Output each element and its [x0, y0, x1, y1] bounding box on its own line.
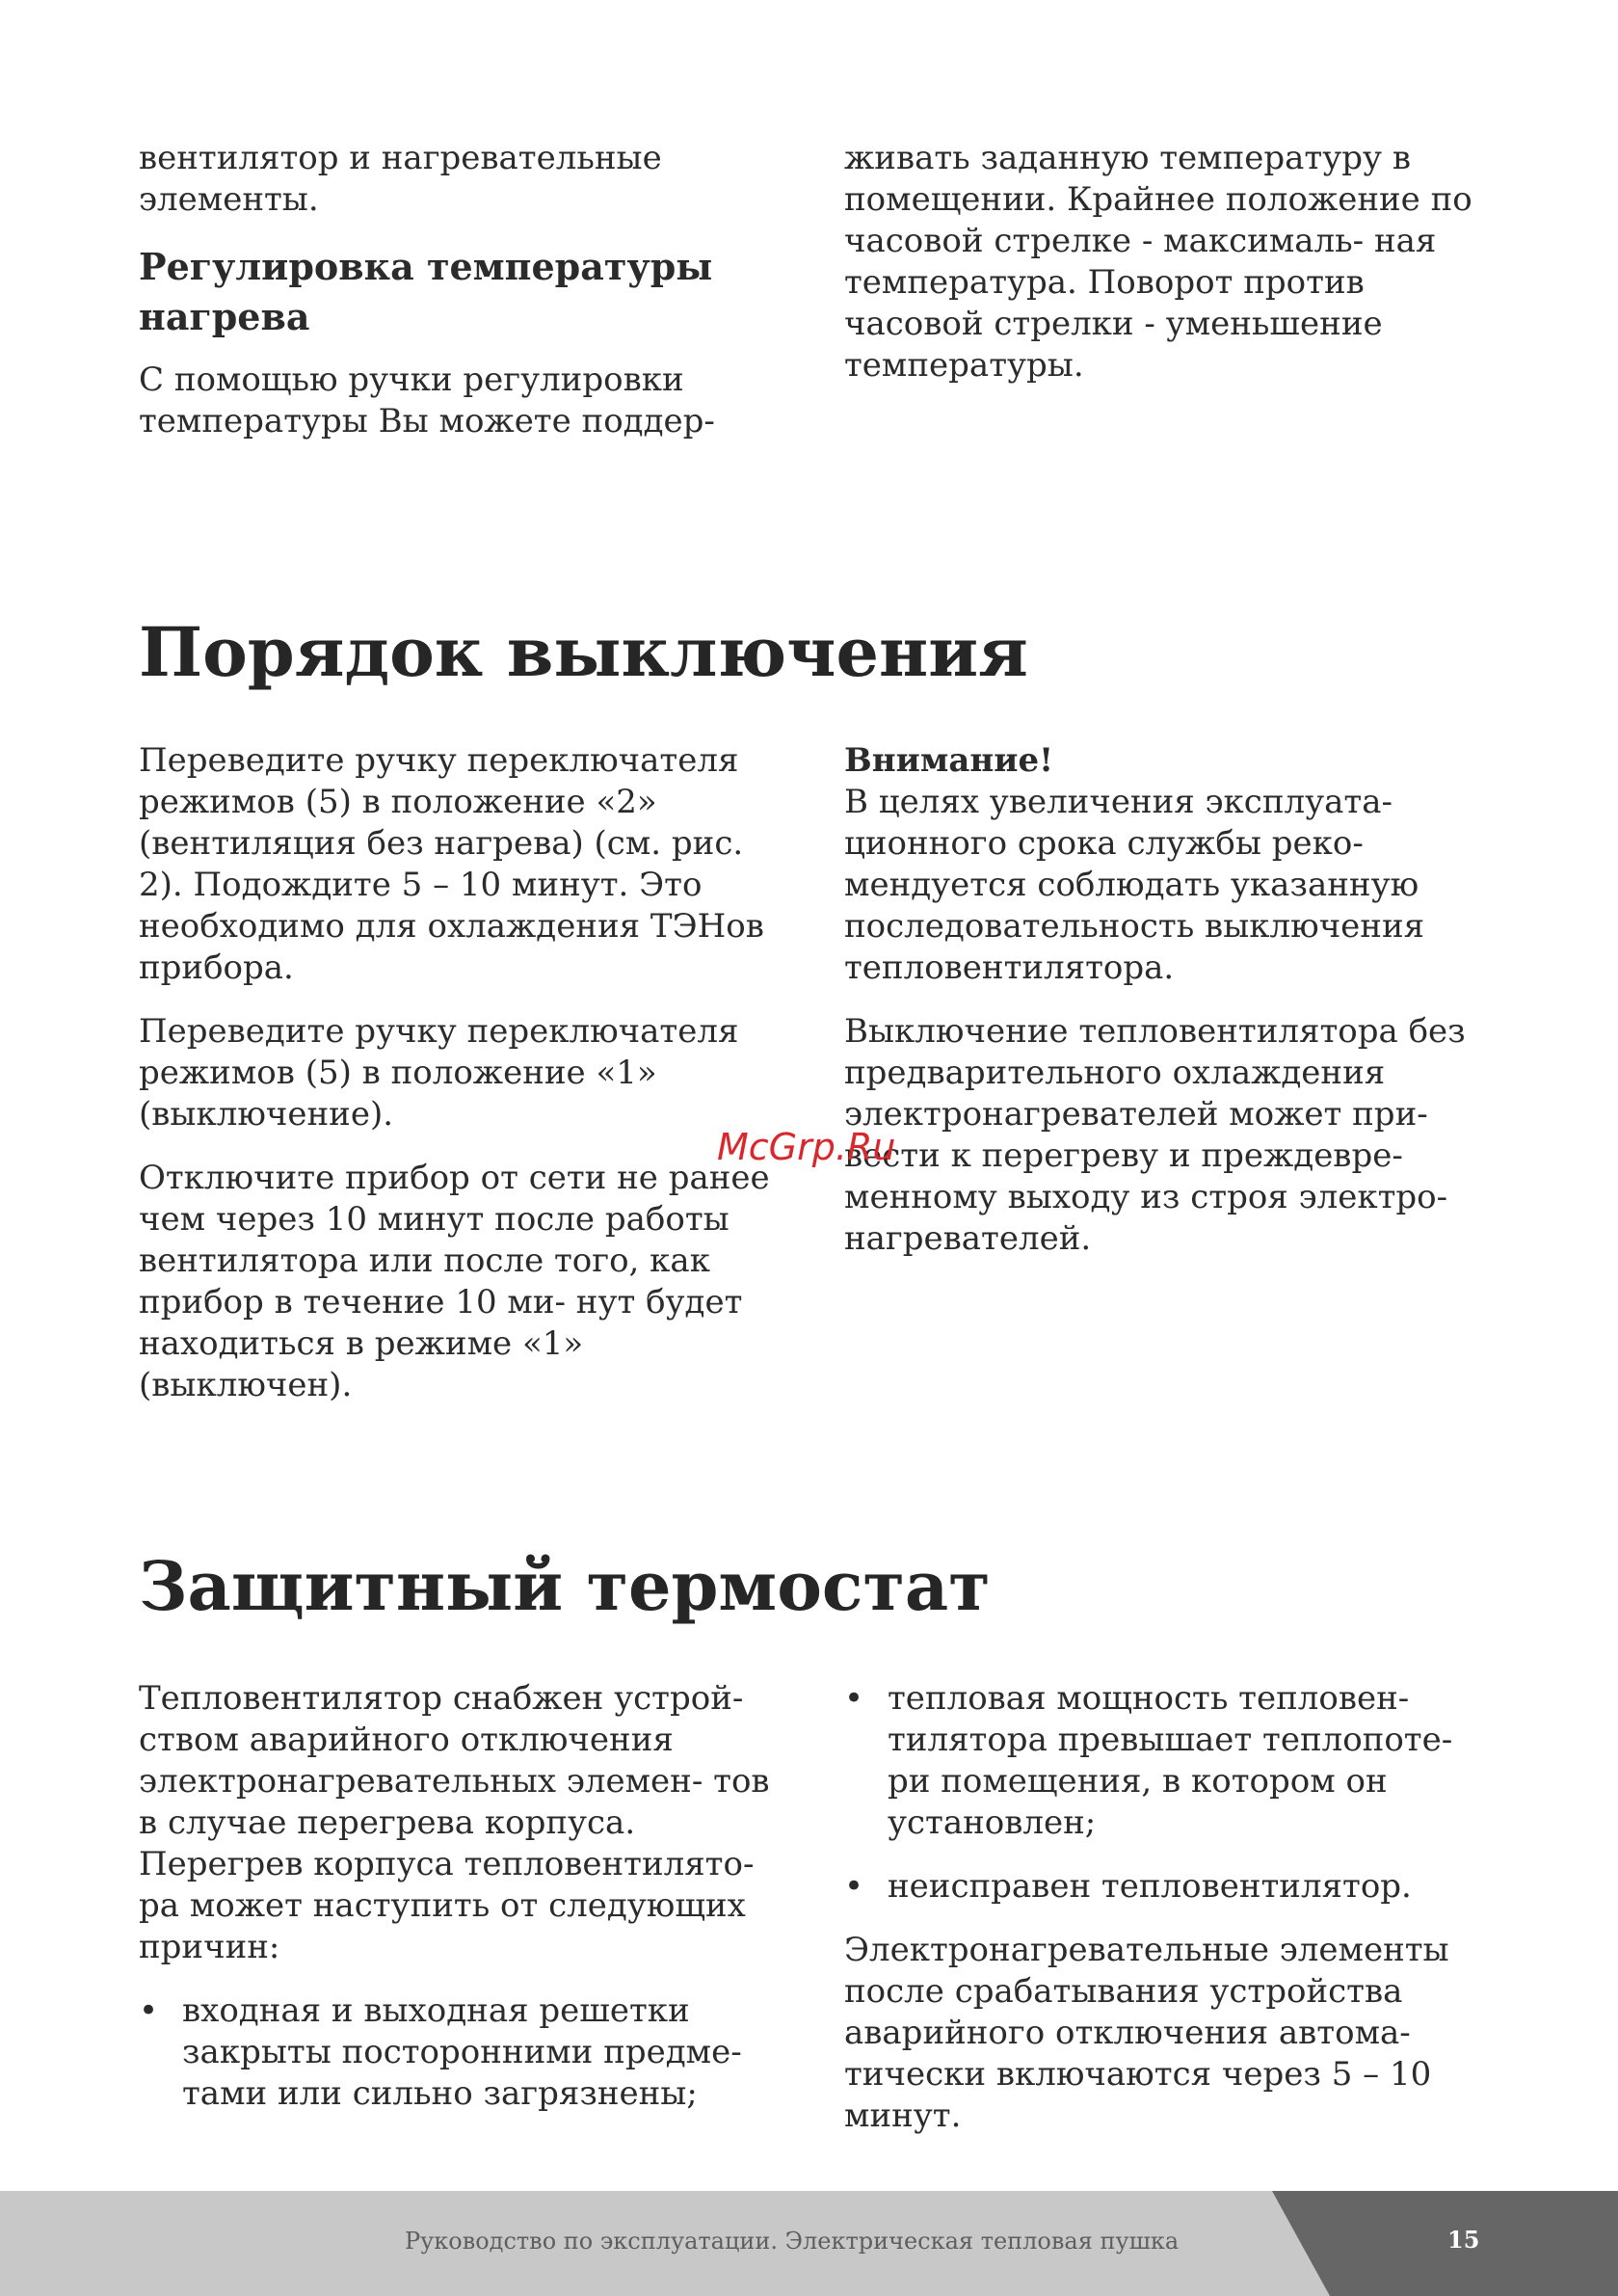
section3-right-list — [844, 1678, 1480, 1908]
section3-left-column — [139, 1678, 775, 2115]
page-number: 15 — [1447, 2226, 1480, 2254]
footer-page-tab — [1272, 2191, 1618, 2296]
section1-subheading: Регулировка температуры нагрева — [139, 245, 713, 338]
section3-intro-text: Тепловентилятор снабжен устрой- ством аварийного отключения электронагревательных элемен- тов в случае перегрева корпуса. Перегрев корпуса тепловентилято- ра может наступить от следующих причин: — [139, 1679, 770, 1966]
list-item: • неисправен тепловентилятор. — [844, 1866, 1480, 1908]
section1-continued-text: живать заданную температуру в помещении. Крайнее положение по часовой стрелке - максималь- ная температура. Поворот против часовой стрелки - уменьшение температуры. — [844, 139, 1472, 385]
page-footer — [0, 2191, 1618, 2296]
section2-heading: Порядок выключения — [139, 612, 1028, 692]
watermark: McGrp.Ru — [717, 1126, 896, 1168]
section2-step-3: Отключите прибор от сети не ранее чем через 10 минут после работы вентилятора или после того, как прибор в течение 10 ми- нут будет находиться в режиме «1» (выключен). — [139, 1159, 770, 1404]
section3-heading: Защитный термостат — [139, 1546, 991, 1626]
section2-left-column — [139, 740, 775, 1406]
section2-right-column — [844, 740, 1480, 1260]
list-item: • входная и выходная решетки закрыты посторонними предме- тами или сильно загрязнены; — [139, 1990, 775, 2115]
list-item: • тепловая мощность тепловен- тилятора превышает теплопоте- ри помещения, в котором он установлен; — [844, 1678, 1480, 1844]
section1-intro-text: вентилятор и нагревательные элементы. — [139, 139, 662, 219]
section2-warning-text: Выключение тепловентилятора без предварительного охлаждения электронагревателей может при- вести к перегреву и преждевре- менному выходу из строя электро- нагревателей. — [844, 1012, 1466, 1258]
section3-auto-restart-text: Электронагревательные элементы после срабатывания устройства аварийного отключения автома- тически включаются через 5 – 10 минут. — [844, 1931, 1449, 2135]
footer-title: Руководство по эксплуатации. Электрическая тепловая пушка — [405, 2228, 1180, 2255]
section1-left-column — [139, 138, 775, 442]
section1-body-text: С помощью ручки регулировки температуры Вы можете поддер- — [139, 360, 715, 441]
section2-step-1: Переведите ручку переключателя режимов (5) в положение «2» (вентиляция без нагрева) (см. рис. 2). Подождите 5 – 10 минут. Это необходимо для охлаждения ТЭНов прибора. — [139, 741, 764, 987]
section3-right-column — [844, 1678, 1480, 2137]
section1-right-column — [844, 138, 1480, 387]
section3-left-list — [139, 1990, 775, 2115]
attention-label: Внимание! — [844, 741, 1054, 780]
attention-text: В целях увеличения эксплуата- ционного срока службы реко- мендуется соблюдать указанную последовательность выключения тепловентилятора. — [844, 783, 1425, 987]
section2-step-2: Переведите ручку переключателя режимов (5) в положение «1» (выключение). — [139, 1012, 739, 1134]
